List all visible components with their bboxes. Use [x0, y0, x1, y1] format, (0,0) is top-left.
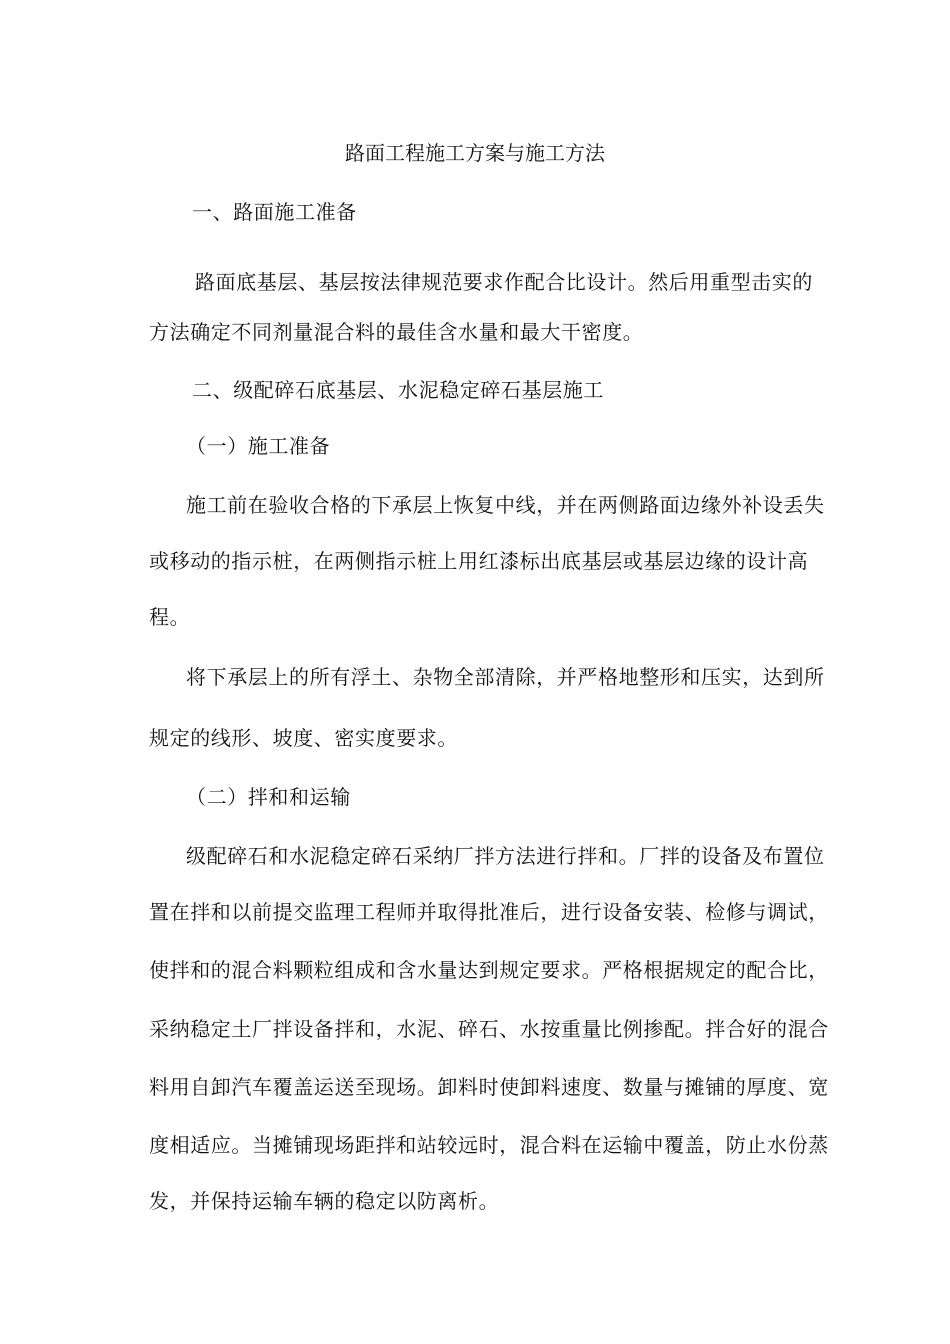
paragraph-4-line-6: 度相适应。当摊铺现场距拌和站较远时，混合料在运输中覆盖，防止水份蒸 [149, 1133, 829, 1157]
paragraph-1-line-1: 路面底基层、基层按法律规范要求作配合比设计。然后用重型击实的 [195, 270, 813, 294]
section-heading-2: 二、级配碎石底基层、水泥稳定碎石基层施工 [192, 378, 604, 402]
paragraph-4-line-5: 料用自卸汽车覆盖运送至现场。卸料时使卸料速度、数量与摊铺的厚度、宽 [149, 1075, 829, 1099]
subsection-heading-1: （一）施工准备 [186, 434, 331, 458]
paragraph-4-line-7: 发，并保持运输车辆的稳定以防离析。 [149, 1189, 500, 1213]
paragraph-3-line-2: 规定的线形、坡度、密实度要求。 [149, 726, 458, 750]
paragraph-1-line-2: 方法确定不同剂量混合料的最佳含水量和最大干密度。 [149, 320, 644, 344]
paragraph-3-line-1: 将下承层上的所有浮土、杂物全部清除，并严格地整形和压实，达到所 [186, 665, 825, 689]
document-title: 路面工程施工方案与施工方法 [345, 141, 605, 165]
section-heading-1: 一、路面施工准备 [192, 200, 357, 224]
paragraph-2-line-3: 程。 [149, 605, 191, 629]
paragraph-4-line-3: 使拌和的混合料颗粒组成和含水量达到规定要求。严格根据规定的配合比， [149, 958, 829, 982]
paragraph-4-line-2: 置在拌和以前提交监理工程师并取得批准后，进行设备安装、检修与调试， [149, 900, 829, 924]
paragraph-2-line-2: 或移动的指示桩，在两侧指示桩上用红漆标出底基层或基层边缘的设计高 [149, 549, 809, 573]
paragraph-4-line-1: 级配碎石和水泥稳定碎石采纳厂拌方法进行拌和。厂拌的设备及布置位 [186, 844, 825, 868]
subsection-heading-2: （二）拌和和运输 [186, 785, 351, 809]
paragraph-2-line-1: 施工前在验收合格的下承层上恢复中线，并在两侧路面边缘外补设丢失 [186, 493, 825, 517]
paragraph-4-line-4: 采纳稳定土厂拌设备拌和，水泥、碎石、水按重量比例掺配。拌合好的混合 [149, 1017, 829, 1041]
